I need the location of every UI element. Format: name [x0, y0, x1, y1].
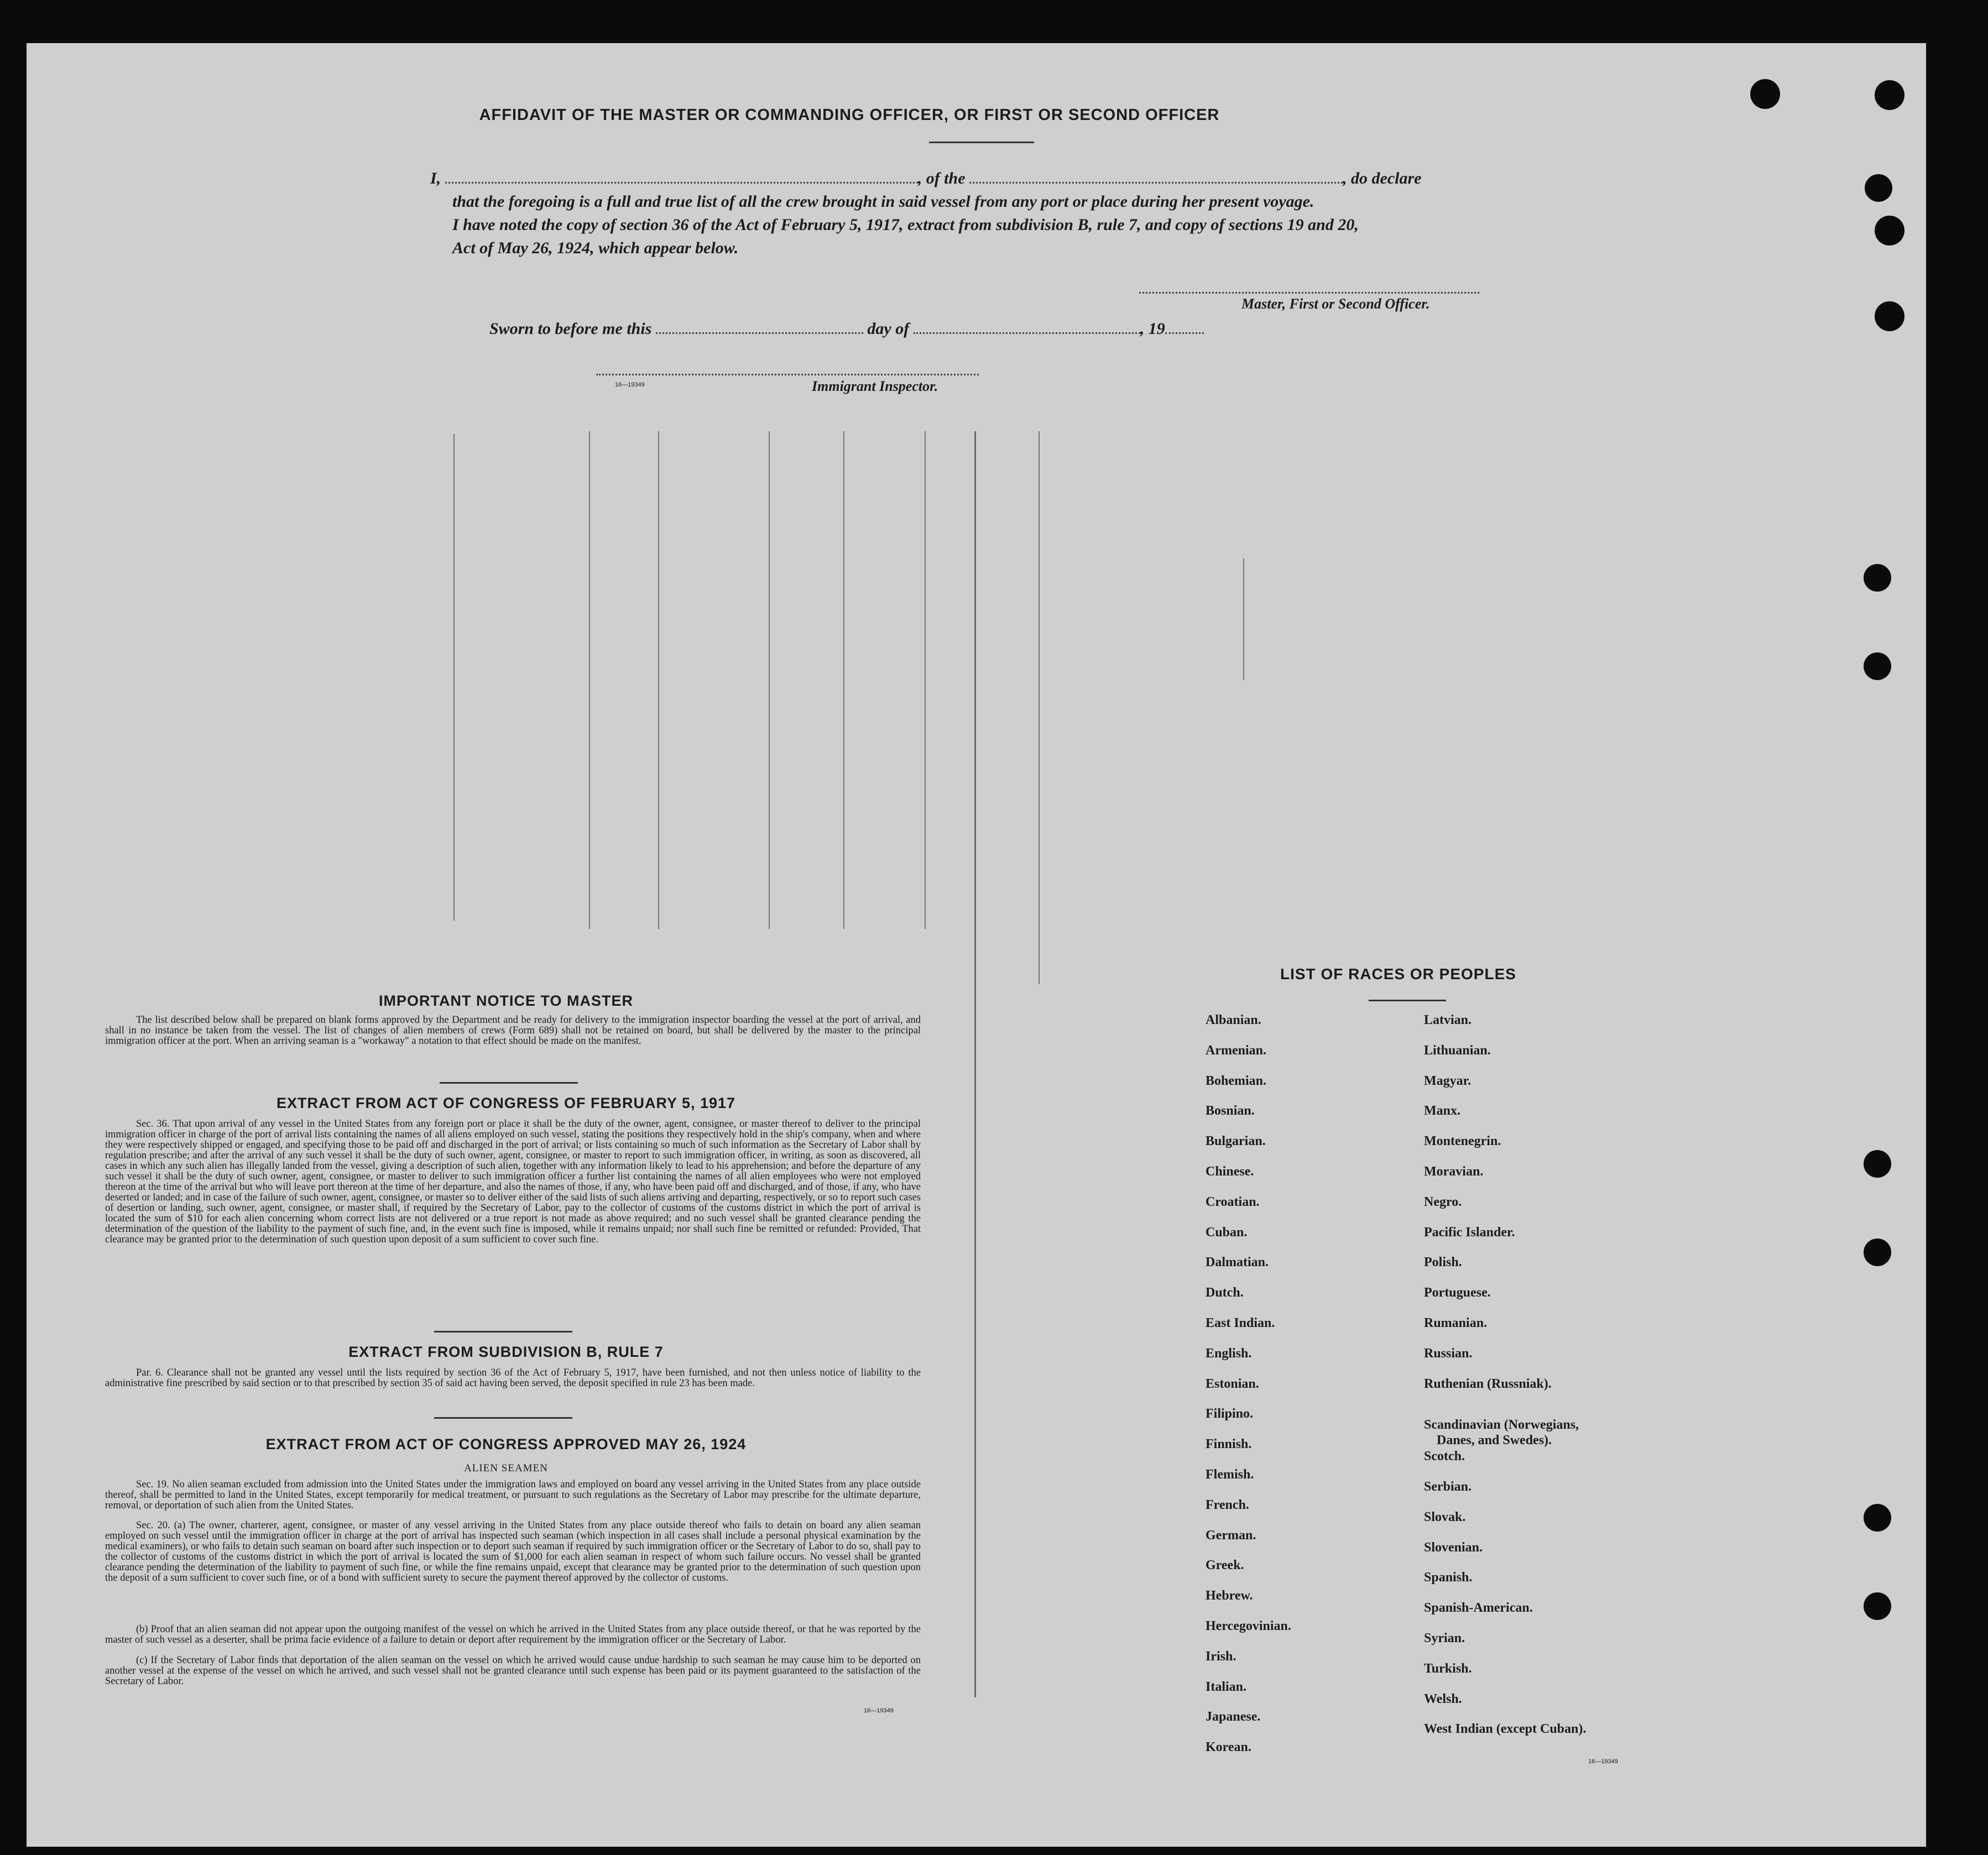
sworn-month-field[interactable]: [914, 332, 1140, 334]
column-rule: [769, 431, 770, 929]
form-number: 16—19349: [1588, 1758, 1618, 1765]
notice-body: The list described below shall be prepared on blank forms approved by the Department and be ready for delivery to the immigration inspector boarding the vessel at the port of arrival, and shall in no instance be taken from the vessel. The list of changes of alien members of crews (Form 689) shall not be retained on board, but shall be delivered by the master to the principal immigration officer at the port. When an arriving seaman is a "workaway" a notation to that effect should be made on the manifest.: [105, 1015, 921, 1047]
race-item: German.: [1206, 1528, 1256, 1543]
extract-1924-sec20b: (b) Proof that an alien seaman did not appear upon the outgoing manifest of the vessel on which he arrived in the United States from any place outside thereof, or that he was reported by the master of such vessel as a deserter, shall be prima facie evidence of a failure to detain or deport after requirement by the immigration officer or the Secretary of Labor.: [105, 1624, 921, 1645]
race-item: Spanish.: [1424, 1570, 1473, 1585]
race-item: Finnish.: [1206, 1437, 1252, 1451]
column-rule: [658, 431, 659, 929]
race-item: Serbian.: [1424, 1480, 1472, 1494]
race-item: Dutch.: [1206, 1286, 1244, 1300]
column-rule: [1243, 558, 1244, 680]
affidavit-line-3: I have noted the copy of section 36 of the Act of February 5, 1917, extract from subdivision B, rule 7, and copy of sections 19 and 20,: [452, 216, 1359, 234]
sworn-line: [489, 320, 1204, 338]
sworn-day-field[interactable]: [656, 332, 863, 334]
race-item: Syrian.: [1424, 1631, 1465, 1645]
section-rule: [434, 1417, 572, 1419]
race-item: Turkish.: [1424, 1661, 1472, 1676]
vessel-name-field[interactable]: [969, 182, 1343, 184]
race-item: Armenian.: [1206, 1043, 1266, 1058]
race-item: Filipino.: [1206, 1407, 1254, 1421]
extract-1924-sec19: Sec. 19. No alien seaman excluded from admission into the United States under the immigration laws and employed on board any vessel arriving in the United States from any place outside thereof, shall be permitted to land in the United States, except temporarily for medical treatment, or pursuant to such regulations as the Secretary of Labor may prescribe for the ultimate departure, removal, or deportation of such alien from the United States.: [105, 1479, 921, 1511]
punch-hole: [1875, 216, 1904, 245]
of-the-label: , of the: [917, 169, 966, 187]
punch-hole: [1864, 1504, 1891, 1532]
race-item: Dalmatian.: [1206, 1255, 1269, 1269]
signature-label: Master, First or Second Officer.: [1241, 296, 1430, 312]
affidavit-line-1: [430, 169, 1421, 188]
inspector-label: Immigrant Inspector.: [812, 378, 938, 394]
race-item: Bosnian.: [1206, 1104, 1255, 1118]
punch-hole: [1864, 1150, 1891, 1178]
punch-hole: [1864, 1592, 1891, 1620]
race-item: Rumanian.: [1424, 1316, 1488, 1330]
race-item: Croatian.: [1206, 1195, 1260, 1209]
extract-1924-title: EXTRACT FROM ACT OF CONGRESS APPROVED MAY 26, 1924: [265, 1436, 747, 1452]
race-item: Magyar.: [1424, 1074, 1472, 1088]
day-of-label: day of: [867, 320, 910, 338]
race-item: Cuban.: [1206, 1225, 1248, 1240]
form-number: 16—19349: [864, 1707, 894, 1714]
master-name-field[interactable]: [445, 182, 918, 184]
races-title-rule: [1369, 1000, 1446, 1001]
race-item: Greek.: [1206, 1558, 1244, 1572]
column-rule: [843, 431, 844, 929]
race-item: Italian.: [1206, 1680, 1247, 1694]
race-item: Irish.: [1206, 1649, 1236, 1664]
race-item: Korean.: [1206, 1740, 1251, 1754]
extract-1917-title: EXTRACT FROM ACT OF CONGRESS OF FEBRUARY 5, 1917: [276, 1095, 736, 1111]
race-item: Portuguese.: [1424, 1286, 1491, 1300]
affidavit-title: AFFIDAVIT OF THE MASTER OR COMMANDING OFFICER, OR FIRST OR SECOND OFFICER: [479, 106, 1220, 124]
race-item: Ruthenian (Russniak).: [1424, 1377, 1552, 1391]
race-item: Slovenian.: [1424, 1540, 1483, 1555]
race-item: Negro.: [1424, 1195, 1462, 1209]
race-item: Latvian.: [1424, 1013, 1472, 1027]
race-item: Manx.: [1424, 1104, 1460, 1118]
punch-hole: [1864, 1239, 1891, 1266]
punch-hole: [1750, 79, 1780, 109]
race-item: Flemish.: [1206, 1467, 1254, 1482]
extract-1924-sec20a: Sec. 20. (a) The owner, charterer, agent, consignee, or master of any vessel arriving in the United States from any place outside thereof who fails to detain on board any alien seaman employed on such vessel until the immigration officer in charge at the port of arrival has inspected such seaman (which inspection in all cases shall include a personal physical examination by the medical examiners), or who fails to detain such seaman on board after such inspection or to deport such seaman if required by such immigration officer or the Secretary of Labor to do so, shall pay to the collector of customs of the customs district in which the port of arrival is located the sum of $1,000 for each alien seaman in respect of whom such failure occurs. No vessel shall be granted clearance pending the determination of the liability to payment of such fine, or while the fine remains unpaid, except that clearance may be granted prior to the determination of such question upon the deposit of a sum sufficient to cover such fine, or of a bond with sufficient surety to secure the payment thereof approved by the collector of customs.: [105, 1520, 921, 1584]
section-rule: [434, 1331, 572, 1333]
race-item: Hebrew.: [1206, 1588, 1253, 1603]
race-item: Spanish-American.: [1424, 1601, 1533, 1615]
race-item: West Indian (except Cuban).: [1424, 1722, 1587, 1736]
extract-1924-sec20c: (c) If the Secretary of Labor finds that deportation of the alien seaman on the vessel on which he arrived would cause undue hardship to such seaman he may cause him to be deported on another vessel at the expense of the vessel on which he arrived, and such vessel shall not be granted clearance until such expense has been paid or its payment guaranteed to the satisfaction of the Secretary of Labor.: [105, 1655, 921, 1687]
affidavit-line-4: Act of May 26, 1924, which appear below.: [452, 239, 739, 257]
column-rule: [453, 434, 455, 921]
punch-hole: [1875, 80, 1904, 110]
section-rule: [440, 1082, 578, 1084]
race-item: Polish.: [1424, 1255, 1462, 1269]
race-item: Slovak.: [1424, 1510, 1466, 1524]
race-item: Albanian.: [1206, 1013, 1261, 1027]
notice-title: IMPORTANT NOTICE TO MASTER: [379, 992, 633, 1009]
race-item: Pacific Islander.: [1424, 1225, 1515, 1240]
center-fold: [974, 431, 976, 1697]
race-item: Bulgarian.: [1206, 1134, 1266, 1148]
extract-1917-body: Sec. 36. That upon arrival of any vessel in the United States from any foreign port or place it shall be the duty of the owner, agent, consignee, or master thereof to deliver to the principal immigration officer in charge of the port of arrival lists containing the names of all aliens employed on such vessel, stating the positions they respectively hold in the ship's company, when and where they were respectively shipped or engaged, and specifying those to be paid off and discharged in the port of arrival; or lists containing so much of such information as the Secretary of Labor shall by regulation prescribe; and after the arrival of any such vessel it shall be the duty of such owner, agent, consignee, or master to report to such immigration officer, in writing, as soon as discovered, all cases in which any such alien has illegally landed from the vessel, giving a description of such alien, together with any information likely to lead to his apprehension; and before the departure of any such vessel it shall be the duty of such owner, agent, consignee, or master to deliver to such immigration officer a further list containing the names of all alien employees who were not employed thereon at the time of the arrival but who will leave port thereon at the time of her departure, and also the names of those, if any, who have been paid off and discharged, and of those, if any, who have deserted or landed; and in case of the failure of such owner, agent, consignee, or master so to deliver either of the said lists of such aliens arriving and departing, respectively, or so to report such cases of desertion or landing, such owner, agent, consignee, or master shall, if required by the Secretary of Labor, pay to the collector of customs of the customs district in which the port of arrival is located the sum of $10 for each alien concerning whom correct lists are not delivered or a true report is not made as above required; and no such vessel shall be granted clearance pending the determination of the question of the liability to the payment of such fine, and, in the event such fine is imposed, while it remains unpaid; nor shall such fine be remitted or refunded: Provided, That clearance may be granted prior to the determination of such question upon deposit of a sum sufficient to cover such fine.: [105, 1119, 921, 1245]
punch-hole: [1865, 174, 1892, 202]
extract-rule7-title: EXTRACT FROM SUBDIVISION B, RULE 7: [348, 1344, 664, 1360]
race-item: French.: [1206, 1498, 1249, 1512]
race-item: Danes, and Swedes).: [1437, 1433, 1552, 1448]
race-item: Scandinavian (Norwegians,: [1424, 1418, 1579, 1432]
punch-hole: [1864, 652, 1891, 680]
race-item: Montenegrin.: [1424, 1134, 1501, 1148]
title-rule: [929, 142, 1034, 143]
column-rule: [589, 431, 590, 929]
race-item: Lithuanian.: [1424, 1043, 1491, 1058]
race-item: Japanese.: [1206, 1710, 1261, 1724]
race-item: English.: [1206, 1346, 1252, 1361]
sworn-label: Sworn to before me this: [489, 320, 652, 338]
race-item: East Indian.: [1206, 1316, 1275, 1330]
extract-rule7-body: Par. 6. Clearance shall not be granted any vessel until the lists required by section 36 of the Act of February 5, 1917, have been furnished, and not then unless notice of liability to the administrative fine prescribed by said section or to that prescribed by section 35 of said act having been served, the deposit specified in rule 23 has been made.: [105, 1367, 921, 1389]
sworn-year-field[interactable]: [1165, 332, 1204, 334]
race-item: Hercegovinian.: [1206, 1619, 1291, 1633]
year-prefix: , 19: [1140, 320, 1165, 338]
column-rule: [1039, 431, 1040, 984]
punch-hole: [1875, 301, 1904, 331]
race-item: Bohemian.: [1206, 1074, 1267, 1088]
race-item: Russian.: [1424, 1346, 1473, 1361]
form-number: 16—19349: [615, 382, 645, 388]
races-title: LIST OF RACES OR PEOPLES: [1280, 965, 1516, 983]
race-item: Welsh.: [1424, 1692, 1462, 1706]
do-declare-label: , do declare: [1343, 169, 1422, 187]
race-item: Moravian.: [1424, 1164, 1484, 1179]
extract-1924-subtitle: ALIEN SEAMEN: [464, 1462, 548, 1474]
i-label: I,: [430, 169, 441, 187]
signature-line[interactable]: [1139, 292, 1479, 294]
inspector-signature-line[interactable]: [596, 374, 979, 375]
column-rule: [925, 431, 926, 929]
race-item: Chinese.: [1206, 1164, 1254, 1179]
punch-hole: [1864, 564, 1891, 592]
race-item: Scotch.: [1424, 1449, 1465, 1464]
affidavit-line-2: that the foregoing is a full and true list of all the crew brought in said vessel from any port or place during her present voyage.: [452, 192, 1314, 211]
race-item: Estonian.: [1206, 1377, 1259, 1391]
